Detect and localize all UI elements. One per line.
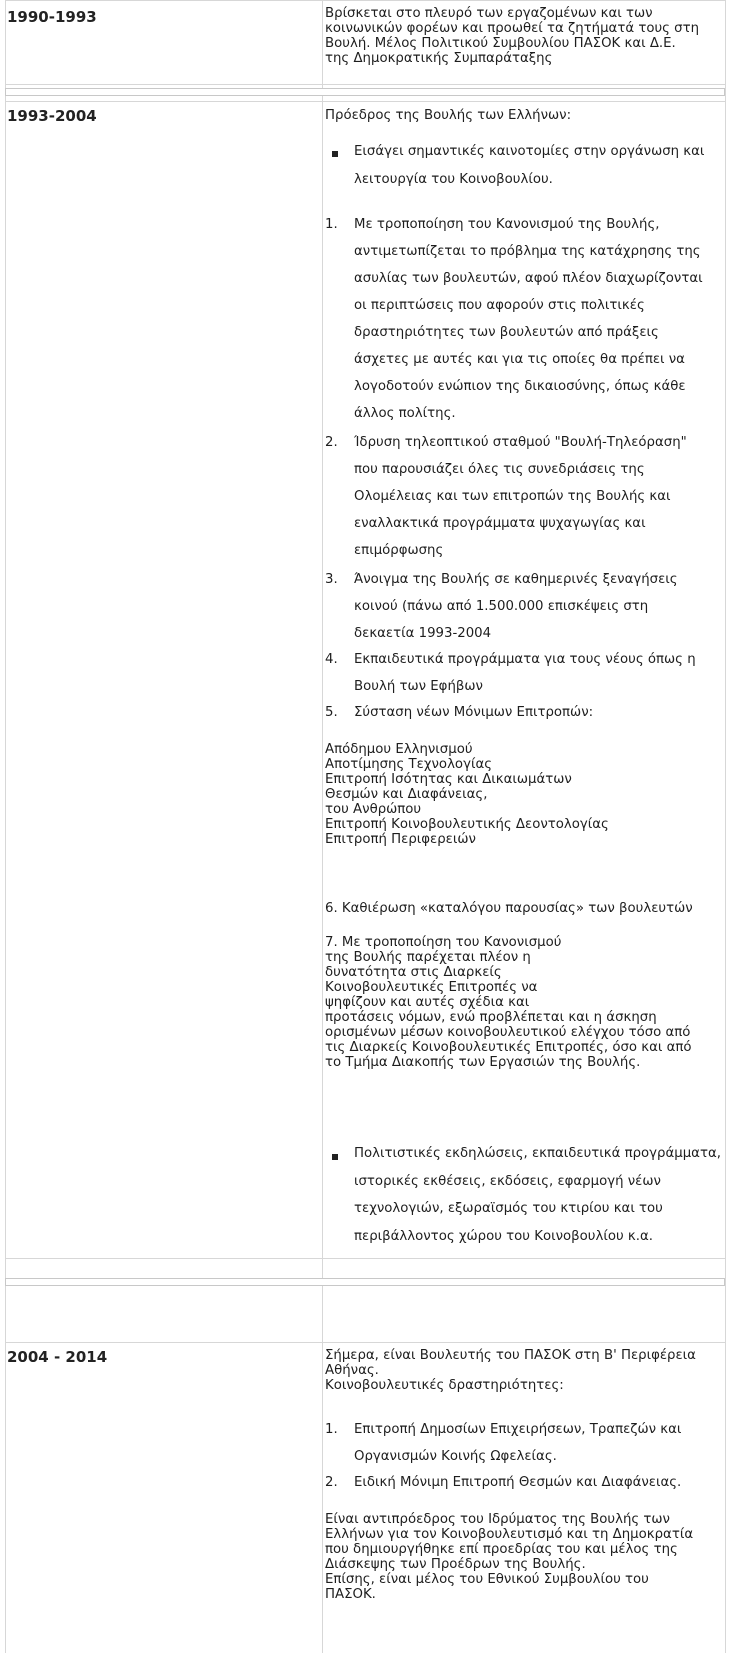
text-line: της Βουλής παρέχεται πλέον η: [325, 950, 531, 965]
bullet-item: [354, 138, 724, 193]
row-border: [5, 84, 725, 85]
text-line: λογοδοτούν ενώπιον της δικαιοσύνης, όπως κάθε: [354, 379, 686, 394]
text-line: δυνατότητα στις Διαρκείς: [325, 965, 502, 980]
year-cell: 1993-2004: [7, 107, 97, 125]
list-number: 1.: [325, 1422, 338, 1437]
list-item: [354, 566, 726, 647]
committee-name: Επιτροπή Κοινοβουλευτικής Δεοντολογίας: [325, 817, 609, 832]
section-intro: Πρόεδρος της Βουλής των Ελλήνων:: [325, 108, 572, 123]
text-line: επιμόρφωσης: [354, 543, 444, 558]
text-line: Εκπαιδευτικά προγράμματα για τους νέους όπως η: [354, 652, 696, 667]
row-border: [5, 0, 725, 1]
spacer-row: [5, 88, 725, 96]
committee-list: [325, 742, 723, 847]
text-line: οι περιπτώσεις που αφορούν στις πολιτικές: [354, 298, 645, 313]
text-line: Οργανισμών Κοινής Ωφελείας.: [354, 1449, 557, 1464]
table-border-left: [5, 0, 6, 1653]
bullet-icon: [332, 151, 338, 157]
committee-name: του Ανθρώπου: [325, 802, 422, 817]
text-line: που παρουσιάζει όλες τις συνεδριάσεις της: [354, 462, 645, 477]
text-line: εναλλακτικά προγράμματα ψυχαγωγίας και: [354, 516, 646, 531]
text-line: Είναι αντιπρόεδρος του Ιδρύματος της Βουλής των: [325, 1512, 670, 1527]
text-line: Βουλή των Εφήβων: [354, 679, 483, 694]
text-line: Σύσταση νέων Μόνιμων Επιτροπών:: [354, 705, 594, 720]
table-column-divider: [322, 0, 323, 1653]
list-item: [354, 1469, 726, 1496]
text-line: Διάσκεψης των Προέδρων της Βουλής.: [325, 1557, 586, 1572]
text-line: Ίδρυση τηλεοπτικού σταθμού "Βουλή-Τηλεόραση": [354, 435, 687, 450]
description-cell: [325, 6, 723, 66]
text-line: περιβάλλοντος χώρου του Κοινοβουλίου κ.α.: [354, 1228, 653, 1244]
list-item-6: 6. Καθιέρωση «καταλόγου παρουσίας» των βουλευτών: [325, 901, 693, 916]
text-line: Ελλήνων για τον Κοινοβουλευτισμό και τη Δημοκρατία: [325, 1527, 694, 1542]
bullet-item: [354, 1140, 724, 1250]
bullet-icon: [332, 1154, 338, 1160]
committee-name: Απόδημου Ελληνισμού: [325, 742, 473, 757]
committee-name: Επιτροπή Ισότητας και Δικαιωμάτων: [325, 772, 572, 787]
list-item: [354, 646, 726, 700]
text-line: Με τροποποίηση του Κανονισμού της Βουλής,: [354, 217, 660, 232]
list-item: [354, 1416, 726, 1470]
text-line: δραστηριότητες των βουλευτών από πράξεις: [354, 325, 659, 340]
text-line: Βρίσκεται στο πλευρό των εργαζομένων και των: [325, 6, 653, 21]
text-line: τις Διαρκείς Κοινοβουλευτικές Επιτροπές, όσο και από: [325, 1040, 692, 1055]
text-line: λειτουργία του Κοινοβουλίου.: [354, 171, 553, 187]
text-line: που δημιουργήθηκε επί προεδρίας του και μέλος της: [325, 1542, 678, 1557]
text-line: κοινωνικών φορέων και προωθεί τα ζητήματά τους στη: [325, 21, 700, 36]
text-line: Κοινοβουλευτικές δραστηριότητες:: [325, 1378, 564, 1393]
year-cell: 2004 - 2014: [7, 1348, 108, 1366]
row-border: [5, 1258, 725, 1259]
text-line: κοινού (πάνω από 1.500.000 επισκέψεις στη: [354, 599, 649, 614]
text-line: 7. Με τροποποίηση του Κανονισμού: [325, 935, 562, 950]
list-number: 2.: [325, 435, 338, 450]
section-intro: [325, 1348, 723, 1393]
list-item: [354, 211, 726, 427]
list-number: 4.: [325, 652, 338, 667]
list-item-7: [325, 935, 723, 1070]
list-number: 5.: [325, 705, 338, 720]
text-line: ψηφίζουν και αυτές σχέδια και: [325, 995, 530, 1010]
text-line: Επιτροπή Δημοσίων Επιχειρήσεων, Τραπεζών και: [354, 1422, 682, 1437]
text-line: τεχνολογιών, εξωραϊσμός του κτιρίου και του: [354, 1201, 663, 1216]
text-line: προτάσεις νόμων, ενώ προβλέπεται και η άσκηση: [325, 1010, 657, 1025]
text-line: άσχετες με αυτές και για τις οποίες θα πρέπει να: [354, 352, 685, 367]
text-line: Επίσης, είναι μέλος του Εθνικού Συμβουλίου του: [325, 1572, 649, 1587]
committee-name: Επιτροπή Περιφερειών: [325, 832, 476, 847]
row-border: [5, 1342, 725, 1343]
text-line: Πολιτιστικές εκδηλώσεις, εκπαιδευτικά προγράμματα,: [354, 1146, 721, 1161]
text-line: Εισάγει σημαντικές καινοτομίες στην οργάνωση και: [354, 144, 705, 159]
text-line: Σήμερα, είναι Βουλευτής του ΠΑΣΟΚ στη Β' Περιφέρεια: [325, 1348, 696, 1363]
list-item: [354, 699, 726, 726]
year-cell: 1990-1993: [7, 8, 97, 26]
text-line: δεκαετία 1993-2004: [354, 626, 492, 641]
text-line: Κοινοβουλευτικές Επιτροπές να: [325, 980, 538, 995]
row-border: [5, 101, 725, 102]
text-line: Ειδική Μόνιμη Επιτροπή Θεσμών και Διαφάνειας.: [354, 1475, 682, 1490]
text-line: Ολομέλειας και των επιτροπών της Βουλής και: [354, 489, 671, 504]
text-line: Άνοιγμα της Βουλής σε καθημερινές ξεναγήσεις: [354, 572, 678, 587]
committee-name: Θεσμών και Διαφάνειας,: [325, 787, 488, 802]
text-line: Αθήνας.: [325, 1363, 379, 1378]
text-line: ΠΑΣΟΚ.: [325, 1587, 376, 1602]
list-number: 1.: [325, 217, 338, 232]
list-number: 3.: [325, 572, 338, 587]
text-line: αντιμετωπίζεται το πρόβλημα της κατάχρησης της: [354, 244, 701, 259]
closing-paragraph: [325, 1512, 723, 1602]
text-line: της Δημοκρατικής Συμπαράταξης: [325, 51, 553, 66]
list-item: [354, 429, 726, 564]
text-line: Βουλή. Μέλος Πολιτικού Συμβουλίου ΠΑΣΟΚ και Δ.Ε.: [325, 36, 676, 51]
list-number: 2.: [325, 1475, 338, 1490]
text-line: το Τμήμα Διακοπής των Εργασιών της Βουλής.: [325, 1055, 641, 1070]
text-line: ορισμένων μέσων κοινοβουλευτικού ελέγχου τόσο από: [325, 1025, 691, 1040]
text-line: ιστορικές εκθέσεις, εκδόσεις, εφαρμογή νέων: [354, 1173, 661, 1189]
text-line: ασυλίας των βουλευτών, αφού πλέον διαχωρίζονται: [354, 271, 703, 286]
spacer-row: [5, 1278, 725, 1286]
committee-name: Αποτίμησης Τεχνολογίας: [325, 757, 493, 772]
text-line: άλλος πολίτης.: [354, 406, 456, 421]
